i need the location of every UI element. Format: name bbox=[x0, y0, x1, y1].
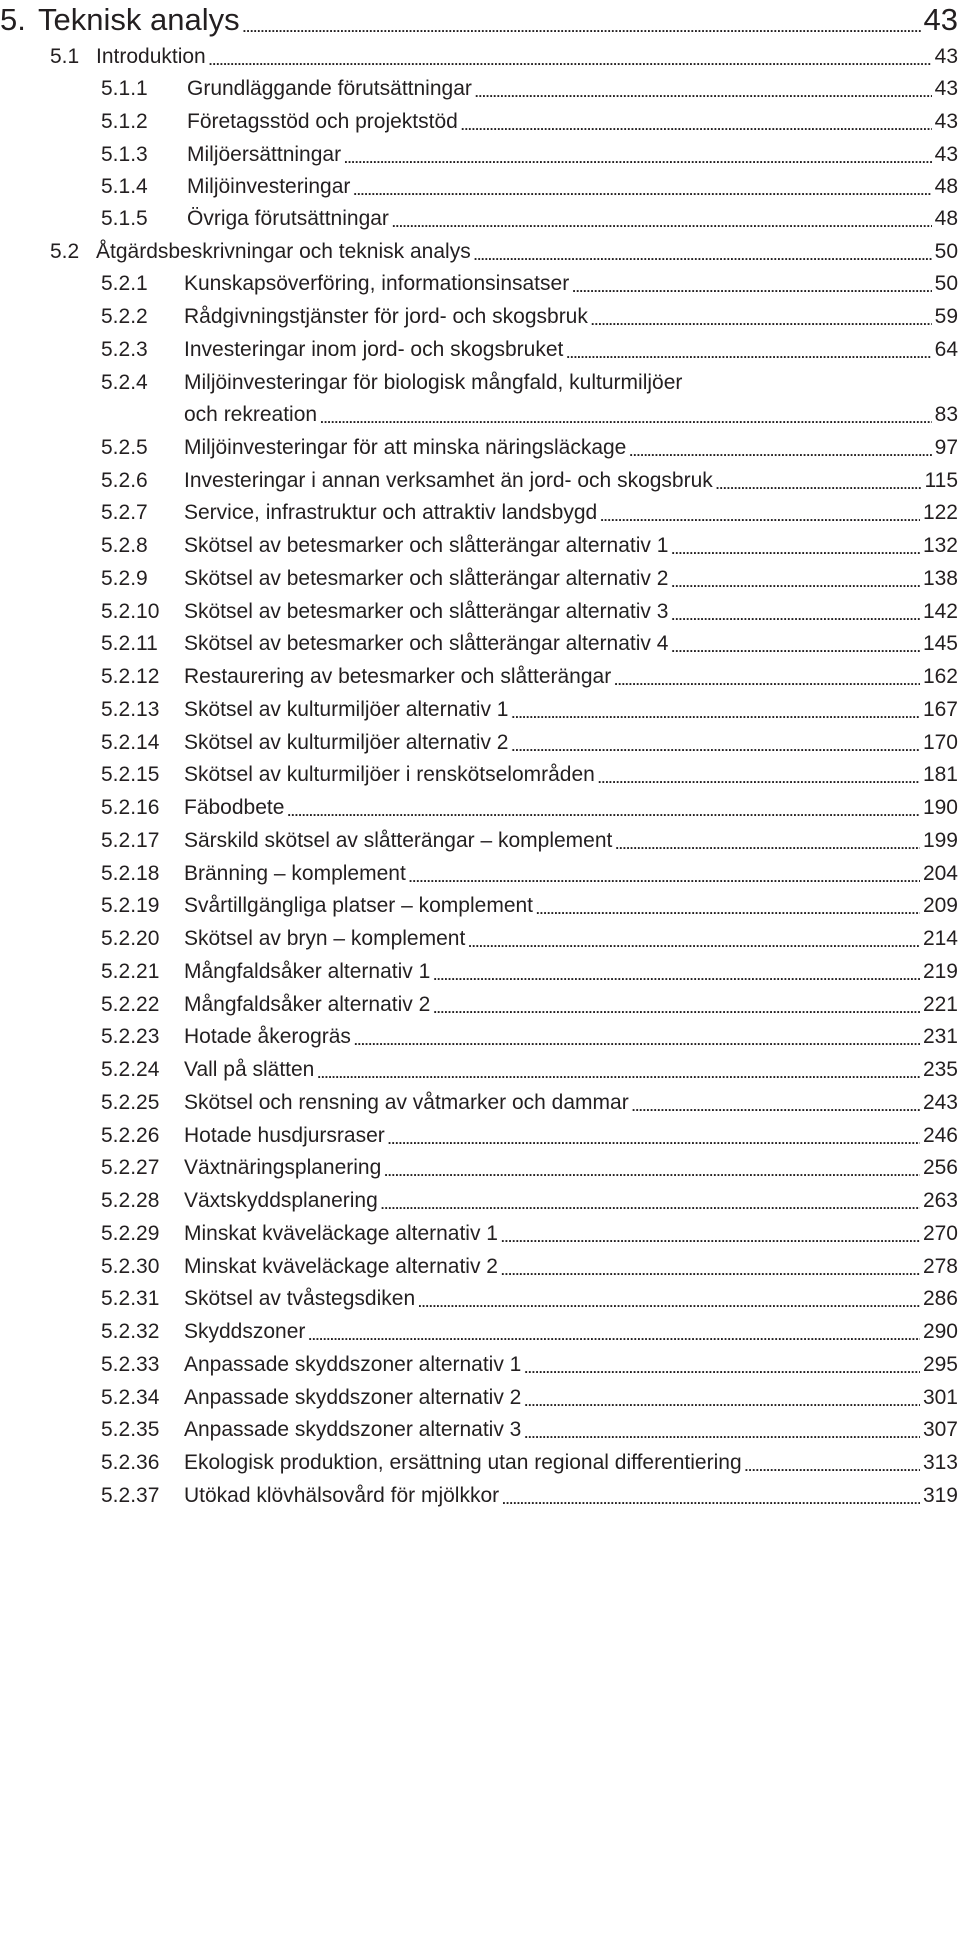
toc-subsection-entry[interactable] bbox=[101, 564, 958, 594]
subsection-number: 5.2.1 bbox=[101, 272, 148, 295]
subsection-number: 5.2.17 bbox=[101, 829, 160, 852]
toc-subsection-entry[interactable] bbox=[101, 74, 958, 104]
subsection-number: 5.2.14 bbox=[101, 731, 160, 754]
subsection-number: 5.1.2 bbox=[101, 110, 148, 133]
subsection-title: Anpassade skyddszoner alternativ 3 bbox=[184, 1418, 522, 1441]
subsection-number: 5.2.7 bbox=[101, 501, 148, 524]
toc-subsection-entry[interactable] bbox=[101, 662, 958, 692]
subsection-page-number: 307 bbox=[922, 1418, 958, 1441]
dot-leader bbox=[475, 76, 932, 97]
toc-subsection-entry[interactable] bbox=[101, 859, 958, 889]
dot-leader bbox=[671, 599, 920, 620]
subsection-page-number: 181 bbox=[922, 763, 958, 786]
subsection-number: 5.2.30 bbox=[101, 1255, 160, 1278]
toc-subsection-entry[interactable] bbox=[101, 107, 958, 137]
dot-leader bbox=[381, 1188, 920, 1209]
dot-leader bbox=[614, 664, 920, 685]
subsection-number: 5.2.37 bbox=[101, 1484, 160, 1507]
dot-leader bbox=[511, 697, 919, 718]
subsection-title: Mångfaldsåker alternativ 2 bbox=[184, 993, 431, 1016]
toc-subsection-entry[interactable] bbox=[101, 204, 958, 234]
subsection-number: 5.2.15 bbox=[101, 763, 160, 786]
subsection-page-number: 219 bbox=[922, 960, 958, 983]
toc-subsection-entry[interactable] bbox=[101, 1186, 958, 1216]
dot-leader bbox=[598, 762, 920, 783]
subsection-number: 5.2.31 bbox=[101, 1287, 160, 1310]
toc-subsection-entry[interactable] bbox=[101, 1088, 958, 1118]
dot-leader bbox=[600, 500, 920, 521]
toc-subsection-entry[interactable] bbox=[101, 1055, 958, 1085]
subsection-title: Särskild skötsel av slåtterängar – komplement bbox=[184, 829, 613, 852]
dot-leader bbox=[524, 1352, 920, 1373]
dot-leader bbox=[524, 1385, 920, 1406]
subsection-page-number: 48 bbox=[934, 175, 958, 198]
subsection-number: 5.2.29 bbox=[101, 1222, 160, 1245]
dot-leader bbox=[392, 206, 932, 227]
subsection-page-number: 167 bbox=[922, 698, 958, 721]
subsection-number: 5.2.26 bbox=[101, 1124, 160, 1147]
subsection-number: 5.2.22 bbox=[101, 993, 160, 1016]
dot-leader bbox=[243, 2, 921, 33]
subsection-page-number: 295 bbox=[922, 1353, 958, 1376]
subsection-title: Skötsel av tvåstegsdiken bbox=[184, 1287, 416, 1310]
subsection-number: 5.2.28 bbox=[101, 1189, 160, 1212]
subsection-title: Utökad klövhälsovård för mjölkkor bbox=[184, 1484, 500, 1507]
subsection-title: Anpassade skyddszoner alternativ 2 bbox=[184, 1386, 522, 1409]
subsection-title: Minskat kväveläckage alternativ 1 bbox=[184, 1222, 498, 1245]
subsection-title: Mångfaldsåker alternativ 1 bbox=[184, 960, 431, 983]
subsection-title: Skötsel och rensning av våtmarker och dammar bbox=[184, 1091, 629, 1114]
toc-subsection-entry[interactable] bbox=[101, 793, 958, 823]
subsection-number: 5.2.19 bbox=[101, 894, 160, 917]
subsection-number: 5.2.32 bbox=[101, 1320, 160, 1343]
subsection-page-number: 97 bbox=[934, 436, 958, 459]
subsection-title: Miljöinvesteringar för biologisk mångfald, kulturmiljöer bbox=[184, 371, 683, 394]
dot-leader bbox=[632, 1090, 920, 1111]
dot-leader bbox=[353, 174, 931, 195]
toc-chapter-entry[interactable] bbox=[0, 0, 958, 40]
dot-leader bbox=[671, 566, 920, 587]
toc-subsection-entry[interactable] bbox=[101, 335, 958, 365]
subsection-title: Fäbodbete bbox=[184, 796, 285, 819]
subsection-page-number: 43 bbox=[934, 143, 958, 166]
toc-subsection-entry[interactable] bbox=[101, 924, 958, 954]
subsection-page-number: 132 bbox=[922, 534, 958, 557]
dot-leader bbox=[629, 435, 931, 456]
subsection-title: Skötsel av betesmarker och slåtterängar alternativ 2 bbox=[184, 567, 669, 590]
toc-subsection-entry[interactable] bbox=[101, 1415, 958, 1445]
subsection-title: Skötsel av kulturmiljöer alternativ 1 bbox=[184, 698, 509, 721]
subsection-number: 5.2.25 bbox=[101, 1091, 160, 1114]
dot-leader bbox=[418, 1286, 920, 1307]
subsection-page-number: 170 bbox=[922, 731, 958, 754]
subsection-number: 5.2.10 bbox=[101, 600, 160, 623]
dot-leader bbox=[502, 1483, 920, 1504]
subsection-page-number: 235 bbox=[922, 1058, 958, 1081]
toc-subsection-entry[interactable] bbox=[101, 498, 958, 528]
subsection-page-number: 290 bbox=[922, 1320, 958, 1343]
subsection-title: Övriga förutsättningar bbox=[187, 207, 389, 230]
subsection-page-number: 122 bbox=[922, 501, 958, 524]
subsection-title: Svårtillgängliga platser – komplement bbox=[184, 894, 534, 917]
subsection-title: Ekologisk produktion, ersättning utan regional differentiering bbox=[184, 1451, 742, 1474]
subsection-number: 5.2.5 bbox=[101, 436, 148, 459]
toc-subsection-entry[interactable] bbox=[101, 1383, 958, 1413]
subsection-number: 5.1.5 bbox=[101, 207, 148, 230]
subsection-title: Anpassade skyddszoner alternativ 1 bbox=[184, 1353, 522, 1376]
subsection-title: Skötsel av betesmarker och slåtterängar alternativ 3 bbox=[184, 600, 669, 623]
subsection-title: Företagsstöd och projektstöd bbox=[187, 110, 458, 133]
subsection-page-number: 209 bbox=[922, 894, 958, 917]
subsection-page-number: 278 bbox=[922, 1255, 958, 1278]
toc-subsection-entry[interactable] bbox=[101, 826, 958, 856]
subsection-page-number: 256 bbox=[922, 1156, 958, 1179]
subsection-page-number: 199 bbox=[922, 829, 958, 852]
subsection-number: 5.2.33 bbox=[101, 1353, 160, 1376]
subsection-page-number: 204 bbox=[922, 862, 958, 885]
subsection-title: Bränning – komplement bbox=[184, 862, 406, 885]
subsection-number: 5.2.12 bbox=[101, 665, 160, 688]
subsection-number: 5.2.9 bbox=[101, 567, 148, 590]
dot-leader bbox=[671, 533, 920, 554]
subsection-title: Skyddszoner bbox=[184, 1320, 306, 1343]
toc-subsection-entry[interactable] bbox=[101, 957, 958, 987]
subsection-page-number: 286 bbox=[922, 1287, 958, 1310]
toc-subsection-entry[interactable] bbox=[101, 466, 958, 496]
toc-subsection-entry[interactable] bbox=[101, 1481, 958, 1511]
toc-subsection-entry[interactable] bbox=[101, 1317, 958, 1347]
subsection-page-number: 138 bbox=[922, 567, 958, 590]
subsection-title: Växtnäringsplanering bbox=[184, 1156, 382, 1179]
subsection-title: Miljöinvesteringar bbox=[187, 175, 351, 198]
subsection-page-number: 319 bbox=[922, 1484, 958, 1507]
toc-subsection-entry[interactable] bbox=[101, 597, 958, 627]
subsection-title: Service, infrastruktur och attraktiv landsbygd bbox=[184, 501, 598, 524]
dot-leader bbox=[317, 1057, 920, 1078]
subsection-page-number: 50 bbox=[934, 272, 958, 295]
dot-leader bbox=[308, 1319, 920, 1340]
section-page-number: 43 bbox=[934, 45, 958, 68]
toc-subsection-entry[interactable] bbox=[101, 302, 958, 332]
dot-leader bbox=[536, 893, 920, 914]
subsection-title: Hotade åkerogräs bbox=[184, 1025, 351, 1048]
dot-leader bbox=[591, 304, 932, 325]
subsection-title: Rådgivningstjänster för jord- och skogsbruk bbox=[184, 305, 588, 328]
subsection-title: Investeringar i annan verksamhet än jord- och skogsbruk bbox=[184, 469, 713, 492]
chapter-page-number: 43 bbox=[923, 2, 958, 37]
subsection-page-number: 214 bbox=[922, 927, 958, 950]
subsection-title: Vall på slätten bbox=[184, 1058, 315, 1081]
toc-subsection-entry[interactable] bbox=[101, 172, 958, 202]
dot-leader bbox=[511, 730, 919, 751]
subsection-page-number: 243 bbox=[922, 1091, 958, 1114]
dot-leader bbox=[433, 992, 920, 1013]
subsection-page-number: 48 bbox=[934, 207, 958, 230]
toc-subsection-entry[interactable] bbox=[101, 695, 958, 725]
section-number: 5.2 bbox=[50, 240, 80, 263]
toc-subsection-entry[interactable] bbox=[101, 1219, 958, 1249]
subsection-page-number: 83 bbox=[934, 403, 958, 426]
subsection-number: 5.2.2 bbox=[101, 305, 148, 328]
section-title: Introduktion bbox=[96, 45, 206, 68]
toc-section-entry[interactable] bbox=[50, 42, 958, 72]
dot-leader bbox=[468, 926, 920, 947]
subsection-page-number: 221 bbox=[922, 993, 958, 1016]
subsection-title: Grundläggande förutsättningar bbox=[187, 77, 472, 100]
subsection-page-number: 270 bbox=[922, 1222, 958, 1245]
dot-leader bbox=[320, 402, 932, 423]
toc-subsection-entry[interactable] bbox=[101, 891, 958, 921]
subsection-title: Skötsel av kulturmiljöer alternativ 2 bbox=[184, 731, 509, 754]
toc-subsection-entry[interactable] bbox=[101, 531, 958, 561]
subsection-page-number: 231 bbox=[922, 1025, 958, 1048]
toc-subsection-entry[interactable] bbox=[101, 990, 958, 1020]
subsection-number: 5.2.23 bbox=[101, 1025, 160, 1048]
toc-subsection-entry[interactable] bbox=[101, 1153, 958, 1183]
subsection-number: 5.2.20 bbox=[101, 927, 160, 950]
toc-section-entry[interactable] bbox=[50, 237, 958, 267]
subsection-title: Skötsel av betesmarker och slåtterängar alternativ 1 bbox=[184, 534, 669, 557]
subsection-page-number: 313 bbox=[922, 1451, 958, 1474]
subsection-page-number: 43 bbox=[934, 77, 958, 100]
subsection-page-number: 162 bbox=[922, 665, 958, 688]
subsection-title: Miljöersättningar bbox=[187, 143, 342, 166]
subsection-number: 5.2.11 bbox=[101, 632, 158, 655]
subsection-title: Restaurering av betesmarker och slåtterängar bbox=[184, 665, 612, 688]
subsection-title: Hotade husdjursraser bbox=[184, 1124, 385, 1147]
toc-subsection-entry[interactable] bbox=[101, 760, 958, 790]
toc-subsection-continuation[interactable] bbox=[184, 400, 958, 430]
subsection-title: Skötsel av kulturmiljöer i renskötselområden bbox=[184, 763, 595, 786]
subsection-number: 5.2.24 bbox=[101, 1058, 160, 1081]
subsection-number: 5.2.36 bbox=[101, 1451, 160, 1474]
chapter-number: 5. bbox=[0, 2, 26, 37]
dot-leader bbox=[501, 1254, 920, 1275]
subsection-page-number: 43 bbox=[934, 110, 958, 133]
subsection-page-number: 263 bbox=[922, 1189, 958, 1212]
dot-leader bbox=[572, 271, 931, 292]
subsection-number: 5.1.4 bbox=[101, 175, 148, 198]
subsection-number: 5.2.16 bbox=[101, 796, 160, 819]
toc-subsection-entry[interactable] bbox=[101, 269, 958, 299]
subsection-number: 5.2.6 bbox=[101, 469, 148, 492]
dot-leader bbox=[433, 959, 920, 980]
toc-subsection-entry[interactable] bbox=[101, 1022, 958, 1052]
section-number: 5.1 bbox=[50, 45, 80, 68]
subsection-title: Växtskyddsplanering bbox=[184, 1189, 378, 1212]
subsection-number: 5.2.34 bbox=[101, 1386, 160, 1409]
dot-leader bbox=[566, 337, 931, 358]
section-title: Åtgärdsbeskrivningar och teknisk analys bbox=[96, 240, 471, 263]
subsection-number: 5.2.8 bbox=[101, 534, 148, 557]
subsection-page-number: 59 bbox=[934, 305, 958, 328]
chapter-title: Teknisk analys bbox=[38, 2, 240, 37]
subsection-number: 5.2.21 bbox=[101, 960, 160, 983]
dot-leader bbox=[615, 828, 920, 849]
toc-subsection-entry[interactable] bbox=[101, 629, 958, 659]
dot-leader bbox=[287, 795, 920, 816]
subsection-page-number: 64 bbox=[934, 338, 958, 361]
toc-subsection-entry[interactable] bbox=[101, 1284, 958, 1314]
subsection-title: Investeringar inom jord- och skogsbruket bbox=[184, 338, 564, 361]
dot-leader bbox=[671, 631, 920, 652]
toc-subsection-entry[interactable] bbox=[101, 1252, 958, 1282]
subsection-title: Kunskapsöverföring, informationsinsatser bbox=[184, 272, 570, 295]
toc-subsection-entry[interactable] bbox=[101, 368, 958, 398]
subsection-title: Skötsel av betesmarker och slåtterängar alternativ 4 bbox=[184, 632, 669, 655]
subsection-page-number: 190 bbox=[922, 796, 958, 819]
subsection-title-continuation: och rekreation bbox=[184, 403, 318, 426]
dot-leader bbox=[409, 861, 920, 882]
dot-leader bbox=[745, 1450, 920, 1471]
subsection-page-number: 301 bbox=[922, 1386, 958, 1409]
subsection-number: 5.2.27 bbox=[101, 1156, 160, 1179]
subsection-number: 5.1.3 bbox=[101, 143, 148, 166]
toc-subsection-entry[interactable] bbox=[101, 433, 958, 463]
dot-leader bbox=[344, 142, 932, 163]
subsection-title: Miljöinvesteringar för att minska näringsläckage bbox=[184, 436, 627, 459]
subsection-number: 5.2.35 bbox=[101, 1418, 160, 1441]
dot-leader bbox=[384, 1155, 920, 1176]
subsection-number: 5.2.3 bbox=[101, 338, 148, 361]
subsection-page-number: 145 bbox=[922, 632, 958, 655]
toc-subsection-entry[interactable] bbox=[101, 1448, 958, 1478]
toc-subsection-entry[interactable] bbox=[101, 728, 958, 758]
dot-leader bbox=[354, 1024, 920, 1045]
subsection-number: 5.2.4 bbox=[101, 371, 148, 394]
subsection-title: Minskat kväveläckage alternativ 2 bbox=[184, 1255, 498, 1278]
dot-leader bbox=[524, 1417, 920, 1438]
subsection-number: 5.1.1 bbox=[101, 77, 148, 100]
dot-leader bbox=[474, 239, 932, 260]
toc-subsection-entry[interactable] bbox=[101, 140, 958, 170]
subsection-number: 5.2.13 bbox=[101, 698, 160, 721]
dot-leader bbox=[501, 1221, 920, 1242]
dot-leader bbox=[716, 468, 922, 489]
dot-leader bbox=[461, 109, 932, 130]
dot-leader bbox=[388, 1123, 920, 1144]
subsection-page-number: 246 bbox=[922, 1124, 958, 1147]
toc-subsection-entry[interactable] bbox=[101, 1350, 958, 1380]
subsection-title: Skötsel av bryn – komplement bbox=[184, 927, 466, 950]
subsection-page-number: 115 bbox=[924, 469, 958, 492]
section-page-number: 50 bbox=[934, 240, 958, 263]
subsection-page-number: 142 bbox=[922, 600, 958, 623]
subsection-number: 5.2.18 bbox=[101, 862, 160, 885]
toc-subsection-entry[interactable] bbox=[101, 1121, 958, 1151]
dot-leader bbox=[209, 44, 932, 65]
